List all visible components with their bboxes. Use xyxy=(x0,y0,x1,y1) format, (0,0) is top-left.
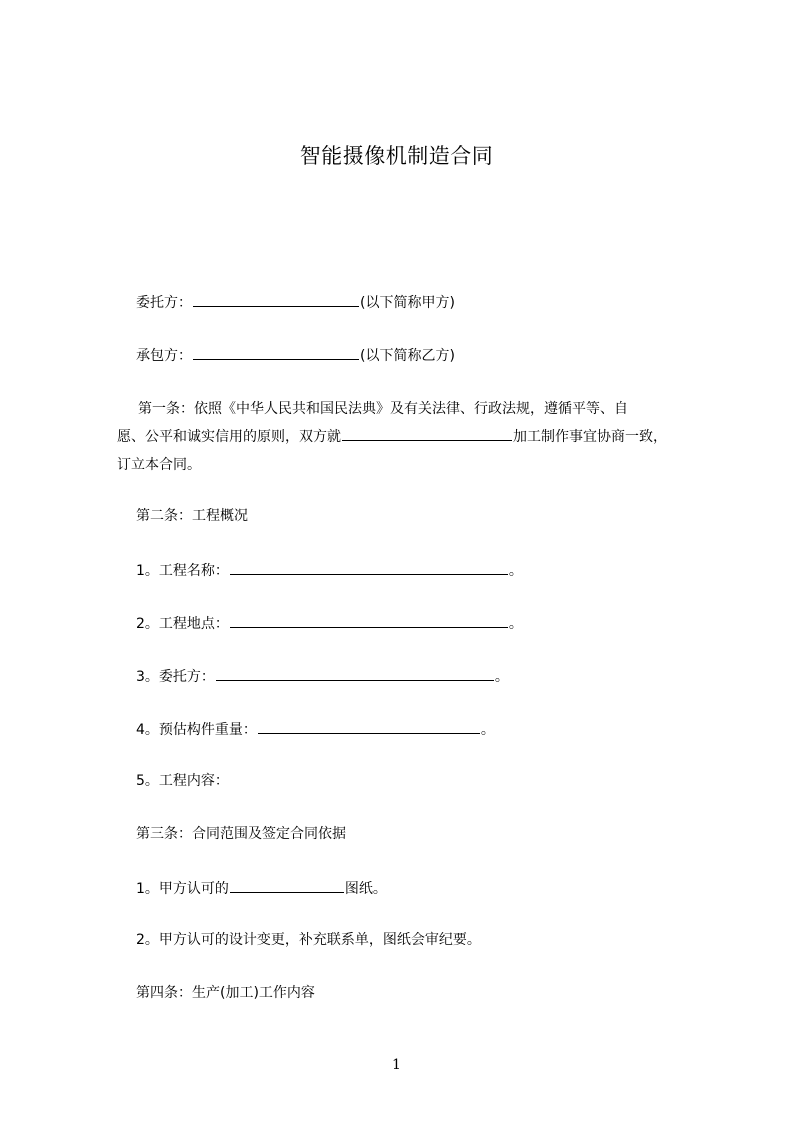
article-1-line-2: 愿、公平和诚实信用的原则，双方就 加工制作事宜协商一致， xyxy=(117,423,707,451)
weight-blank[interactable] xyxy=(258,718,480,734)
article-1-line-1: 第一条：依照《中华人民共和国民法典》及有关法律、行政法规，遵循平等、自 xyxy=(138,401,628,417)
contractor-label: 承包方： xyxy=(136,348,192,364)
client-item-label: 3。委托方： xyxy=(136,669,215,685)
article-1-blank[interactable] xyxy=(342,425,512,441)
article-2-title: 第二条：工程概况 xyxy=(136,508,248,524)
project-location-line: 2。工程地点： 。 xyxy=(136,612,523,634)
project-name-blank[interactable] xyxy=(230,559,508,575)
page-number: 1 xyxy=(392,1057,401,1073)
article-4-title: 第四条：生产(加工)工作内容 xyxy=(136,985,315,1001)
weight-line: 4。预估构件重量： 。 xyxy=(136,718,495,740)
contractor-blank[interactable] xyxy=(193,344,359,360)
contractor-suffix: (以下简称乙方) xyxy=(360,348,455,364)
drawings-label: 1。甲方认可的 xyxy=(136,881,229,897)
contractor-line xyxy=(136,344,455,366)
client-label: 委托方： xyxy=(136,295,192,311)
client-item-blank[interactable] xyxy=(216,665,494,681)
article-1-line-3: 订立本合同。 xyxy=(117,457,201,473)
drawings-blank[interactable] xyxy=(230,877,344,893)
client-line xyxy=(136,291,455,313)
project-content-line: 5。工程内容： xyxy=(136,773,229,789)
client-item-line: 3。委托方： 。 xyxy=(136,665,509,687)
project-location-label: 2。工程地点： xyxy=(136,616,229,632)
project-location-blank[interactable] xyxy=(230,612,508,628)
article-1 xyxy=(117,395,707,479)
project-name-line: 1。工程名称： 。 xyxy=(136,559,523,581)
design-changes-line: 2。甲方认可的设计变更，补充联系单，图纸会审纪要。 xyxy=(136,932,481,948)
document-title: 智能摄像机制造合同 xyxy=(299,144,494,168)
article-3-title: 第三条：合同范围及签定合同依据 xyxy=(136,826,346,842)
client-suffix: (以下简称甲方) xyxy=(360,295,455,311)
project-name-label: 1。工程名称： xyxy=(136,563,229,579)
client-blank[interactable] xyxy=(193,291,359,307)
weight-label: 4。预估构件重量： xyxy=(136,722,257,738)
drawings-line: 1。甲方认可的 图纸。 xyxy=(136,877,387,899)
